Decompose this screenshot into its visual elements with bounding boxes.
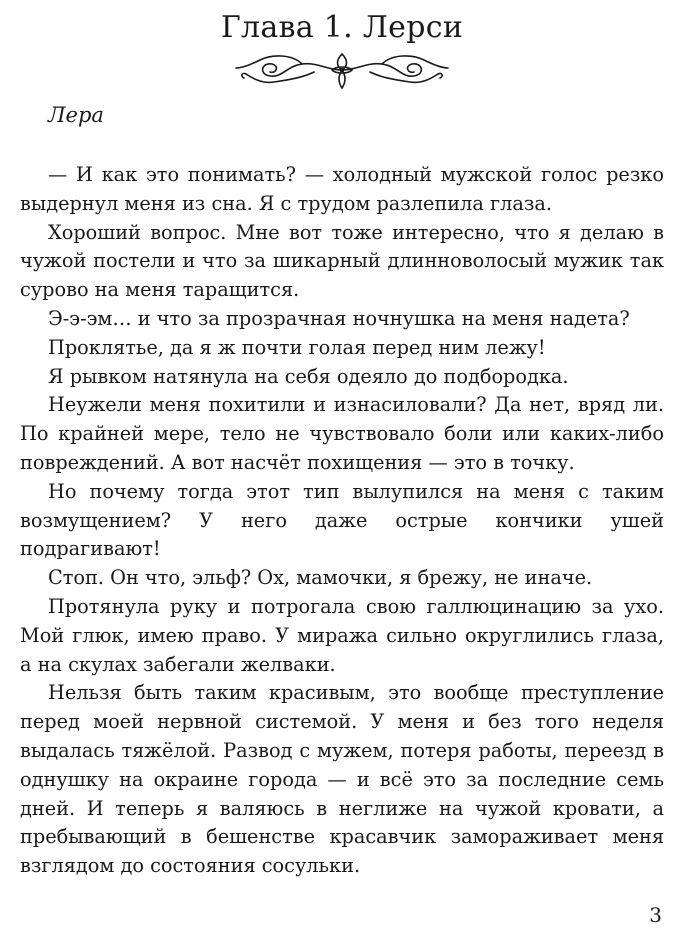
page-number: 3: [649, 903, 662, 927]
paragraph-1: — И как это понимать? — холодный мужской голос резко выдернул меня из сна. Я с трудом разлепила глаза.: [20, 163, 664, 215]
paragraph-8: Стоп. Он что, эльф? Ох, мамочки, я брежу, не иначе.: [48, 566, 593, 590]
flourish-divider-icon: [232, 48, 452, 92]
paragraph-5: Я рывком натянула на себя одеяло до подбородка.: [48, 364, 569, 388]
chapter-text: [20, 161, 664, 881]
paragraph-9: Протянула руку и потрогала свою галлюцинацию за ухо. Мой глюк, имею право. У миража сильно округлились глаза, а на скулах забегали желваки.: [20, 594, 664, 676]
author-label: Лера: [48, 103, 104, 127]
paragraph-3: Э-э-эм… и что за прозрачная ночнушка на меня надета?: [48, 306, 630, 330]
paragraph-2: Хороший вопрос. Мне вот тоже интересно, что я делаю в чужой постели и что за шикарный длинноволосый мужик так сурово на меня таращится.: [20, 220, 664, 302]
paragraph-7: Но почему тогда этот тип вылупился на меня с таким возмущением? У него даже острые кончики ушей подрагивают!: [20, 479, 664, 561]
chapter-title: Глава 1. Лерси: [220, 10, 464, 45]
paragraph-10: Нельзя быть таким красивым, это вообще преступление перед моей нервной системой. У меня и без того неделя выдалась тяжёлой. Развод с мужем, потеря работы, переезд в однушку на окраине города — и всё это за последние семь дней. И теперь я валяюсь в неглиже на чужой кровати, а пребывающий в бешенстве красавчик замораживает меня взглядом до состояния сосульки.: [20, 681, 664, 878]
paragraph-6: Неужели меня похитили и изнасиловали? Да нет, вряд ли. По крайней мере, тело не чувствовало боли или каких-либо повреждений. А вот насчёт похищения — это в точку.: [20, 393, 664, 474]
paragraph-4: Проклятье, да я ж почти голая перед ним лежу!: [48, 335, 546, 359]
